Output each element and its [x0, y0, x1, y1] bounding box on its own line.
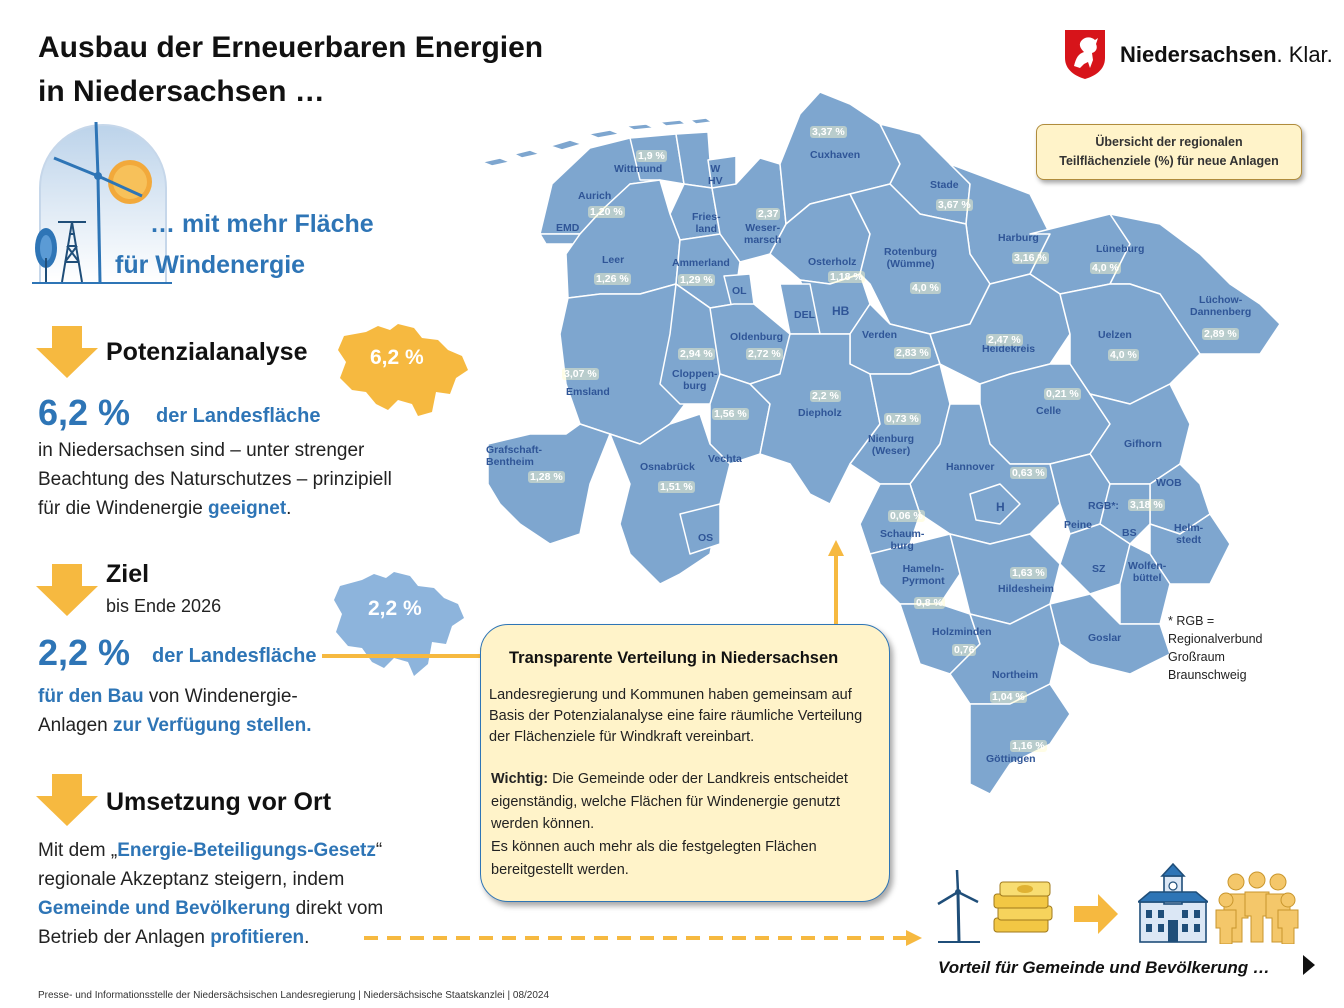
- label-os: OS: [698, 532, 714, 544]
- pct-leer: 1,26 %: [596, 273, 629, 285]
- legend-box: [1036, 124, 1302, 180]
- potenzial-highlight: geeignet: [208, 498, 287, 519]
- pct-rotenburg: 4,0 %: [912, 282, 939, 294]
- pct-holzminden: 0,76: [954, 644, 975, 656]
- vorteil-text: Vorteil für Gemeinde und Bevölkerung …: [938, 958, 1270, 977]
- info-box-p2-text: Die Gemeinde oder der Landkreis entscheidet eigenständig, welche Flächen für Windenergie genutzt werden können.: [491, 771, 848, 832]
- footer: Presse- und Informationsstelle der Niedersächsischen Landesregierung | Niedersächsische Staatskanzlei | 08/2024: [38, 990, 550, 1001]
- label-heidekreis: Heidekreis: [982, 343, 1036, 355]
- label-harburg: Harburg: [998, 232, 1039, 244]
- potenzial-text-2: Beachtung des Naturschutzes – prinzipiell: [38, 469, 392, 490]
- pct-heidekreis: 2,47 %: [988, 334, 1021, 346]
- ziel-heading: Ziel: [106, 560, 150, 588]
- ziel-highlight-1: für den Bau: [38, 686, 144, 707]
- label-emsland: Emsland: [566, 386, 610, 398]
- potenzial-text-1: in Niedersachsen sind – unter strenger: [38, 440, 365, 461]
- pct-verden: 2,83 %: [896, 347, 929, 359]
- label-friesland: Fries- land: [692, 211, 721, 235]
- label-diepholz: Diepholz: [798, 407, 842, 419]
- brand-suffix: . Klar.: [1276, 42, 1333, 67]
- island-2: [514, 150, 540, 158]
- label-northeim: Northeim: [992, 669, 1039, 681]
- info-box-wichtig: Wichtig:: [491, 771, 549, 787]
- label-emd: EMD: [556, 222, 580, 234]
- dashed-arrow-connector: [364, 928, 924, 948]
- label-oldenburg: Oldenburg: [730, 331, 784, 343]
- potenzial-text: [38, 436, 458, 523]
- legend-line-2: Teilflächenziele (%) für neue Anlagen: [1059, 154, 1279, 168]
- label-bs: BS: [1122, 527, 1137, 539]
- page-title: [38, 26, 543, 114]
- potenzial-text-3: [38, 494, 458, 523]
- pct-harburg: 3,16 %: [1014, 252, 1047, 264]
- potenzial-heading: Potenzialanalyse: [106, 338, 308, 366]
- umsetzung-l4-pre: Betrieb der Anlagen: [38, 927, 211, 948]
- potenzial-pct-label: der Landesfläche: [156, 405, 321, 427]
- pct-ammerland: 1,29 %: [680, 274, 713, 286]
- pct-cloppenburg: 2,94 %: [680, 348, 713, 360]
- subtitle-line-1: … mit mehr Fläche: [150, 210, 374, 238]
- pct-schaumburg: 0,06 %: [890, 510, 923, 522]
- island-6: [660, 120, 686, 126]
- umsetzung-community-highlight: Gemeinde und Bevölkerung: [38, 898, 291, 919]
- pct-grafschaft: 1,28 %: [530, 471, 563, 483]
- island-5: [626, 124, 654, 130]
- label-gifhorn: Gifhorn: [1124, 438, 1162, 450]
- info-box-p3: Es können auch mehr als die festgelegten Flächen bereitgestellt werden.: [491, 839, 817, 878]
- rgb-note-1: * RGB =: [1168, 614, 1215, 628]
- label-cloppenburg: Cloppen- burg: [672, 368, 718, 392]
- label-rgb: RGB*:: [1088, 500, 1119, 512]
- arrow-down-icon: [36, 326, 98, 378]
- label-osnabrueck: Osnabrück: [640, 461, 695, 473]
- info-box: [480, 624, 890, 902]
- pct-celle: 0,21 %: [1046, 388, 1079, 400]
- pct-uelzen: 4,0 %: [1110, 349, 1137, 361]
- label-hameln: Hameln- Pyrmont: [902, 563, 945, 587]
- potenzial-text-3-pre: für die Windenergie: [38, 498, 209, 519]
- ziel-text-1-post: von Windenergie-: [143, 686, 298, 707]
- label-stade: Stade: [930, 179, 959, 191]
- pct-wesermarsch: 2,37: [758, 208, 779, 220]
- pct-emsland: 3,07 %: [564, 368, 597, 380]
- label-verden: Verden: [862, 329, 898, 341]
- label-schaumburg: Schaum- burg: [880, 528, 925, 552]
- pct-hildesheim: 1,63 %: [1012, 567, 1045, 579]
- pct-aurich: 1,20 %: [590, 206, 623, 218]
- ziel-text-2: [38, 711, 368, 740]
- label-hb: HB: [832, 304, 850, 318]
- label-peine: Peine: [1064, 519, 1093, 531]
- pct-rgb: 3,18 %: [1130, 499, 1163, 511]
- pct-osterholz: 1,18 %: [830, 271, 863, 283]
- potenzial-badge: 6,2 %: [370, 346, 424, 369]
- label-vechta: Vechta: [708, 453, 742, 465]
- label-hannover: Hannover: [946, 461, 995, 473]
- region-grafschaft: [488, 424, 610, 544]
- arrow-down-icon: [36, 774, 98, 826]
- label-ammerland: Ammerland: [672, 257, 730, 269]
- umsetzung-l1-pre: Mit dem „: [38, 840, 118, 861]
- label-wob: WOB: [1156, 477, 1182, 489]
- label-helmstedt: Helm- stedt: [1174, 522, 1204, 546]
- label-wolfenbuettel: Wolfen- büttel: [1128, 560, 1167, 584]
- umsetzung-l1-post: “: [375, 840, 383, 861]
- pct-nienburg: 0,73 %: [886, 413, 919, 425]
- info-box-p1: Landesregierung und Kommunen haben gemeinsam auf Basis der Potenzialanalyse eine faire räumliche Verteilung der Flächenziele für Windkraft vereinbart.: [489, 687, 863, 745]
- arrow-up-connector: [826, 540, 846, 630]
- title-line-1: Ausbau der Erneuerbaren Energien: [38, 31, 544, 64]
- horse-logo-icon: [1062, 28, 1108, 80]
- label-hildesheim: Hildesheim: [998, 583, 1055, 595]
- potenzial-pct: 6,2 %: [38, 392, 131, 433]
- pct-northeim: 1,04 %: [992, 691, 1025, 703]
- brand-logo: [1120, 42, 1333, 68]
- label-grafschaft: Grafschaft- Bentheim: [486, 444, 543, 468]
- umsetzung-line-3: [38, 894, 458, 923]
- title-line-2: in Niedersachsen …: [38, 75, 325, 108]
- ziel-text: [38, 682, 368, 740]
- pct-luechow: 2,89 %: [1204, 328, 1237, 340]
- ziel-text-1: [38, 682, 368, 711]
- pct-wittmund: 1,9 %: [638, 150, 665, 162]
- wind-turbine-icon: [934, 868, 982, 944]
- people-group-icon: [1214, 870, 1300, 944]
- ziel-pct-label: der Landesfläche: [152, 645, 317, 667]
- play-icon[interactable]: [1302, 954, 1316, 976]
- potenzial-text-3-post: .: [286, 498, 292, 519]
- ziel-sub: bis Ende 2026: [106, 596, 222, 616]
- label-aurich: Aurich: [578, 190, 612, 202]
- ziel-pct: 2,2 %: [38, 632, 131, 673]
- brand-name: Niedersachsen: [1120, 42, 1277, 67]
- arrow-right-icon: [1074, 894, 1118, 934]
- label-lueneburg: Lüneburg: [1096, 243, 1145, 255]
- label-osterholz: Osterholz: [808, 256, 857, 268]
- umsetzung-line-2: regionale Akzeptanz steigern, indem: [38, 869, 345, 890]
- pct-osnabrueck: 1,51 %: [660, 481, 693, 493]
- label-luechow: Lüchow- Dannenberg: [1190, 294, 1252, 318]
- label-goslar: Goslar: [1088, 632, 1122, 644]
- ziel-badge: 2,2 %: [368, 597, 422, 620]
- town-hall-icon: [1138, 862, 1208, 944]
- label-goettingen: Göttingen: [986, 753, 1036, 765]
- label-holzminden: Holzminden: [932, 626, 992, 638]
- label-ol: OL: [732, 285, 747, 297]
- label-wittmund: Wittmund: [614, 163, 663, 175]
- label-nienburg: Nienburg (Weser): [868, 433, 915, 457]
- island-4: [588, 130, 620, 138]
- island-1: [482, 158, 510, 166]
- label-celle: Celle: [1036, 405, 1062, 417]
- ziel-text-2-pre: Anlagen: [38, 715, 114, 736]
- label-whv: W HV: [708, 163, 723, 187]
- pct-oldenburg: 2,72 %: [748, 348, 781, 360]
- island-3: [550, 140, 582, 150]
- label-del: DEL: [794, 309, 815, 321]
- pct-hameln: 0,8 %: [916, 597, 943, 609]
- subtitle-line-2: für Windenergie: [115, 251, 306, 279]
- label-h: H: [996, 500, 1005, 514]
- info-box-title: Transparente Verteilung in Niedersachsen: [509, 649, 839, 667]
- arrow-down-icon: [36, 564, 98, 616]
- pct-diepholz: 2,2 %: [812, 390, 839, 402]
- pct-cuxhaven: 3,37 %: [812, 126, 845, 138]
- niedersachsen-orange-icon: [336, 322, 472, 418]
- label-uelzen: Uelzen: [1098, 329, 1132, 341]
- umsetzung-l3-post: direkt vom: [290, 898, 384, 919]
- pct-vechta: 1,56 %: [714, 408, 747, 420]
- label-cuxhaven: Cuxhaven: [810, 149, 861, 161]
- rgb-note-4: Braunschweig: [1168, 668, 1247, 682]
- pct-lueneburg: 4,0 %: [1092, 262, 1119, 274]
- info-box-p2: [491, 768, 871, 836]
- label-rotenburg: Rotenburg (Wümme): [884, 246, 938, 270]
- rgb-note-2: Regionalverbund: [1168, 632, 1263, 646]
- region-oldenburg: [710, 304, 790, 384]
- umsetzung-heading: Umsetzung vor Ort: [106, 788, 332, 816]
- legend-line-1: Übersicht der regionalen: [1095, 135, 1243, 149]
- umsetzung-profit-highlight: profitieren: [210, 927, 305, 948]
- label-leer: Leer: [602, 254, 625, 266]
- rgb-note: [1168, 612, 1263, 684]
- label-wesermarsch: Weser- marsch: [744, 222, 782, 246]
- pct-goettingen: 1,16 %: [1012, 740, 1045, 752]
- pct-hannover: 0,63 %: [1012, 467, 1045, 479]
- umsetzung-line-1: [38, 836, 458, 865]
- ziel-highlight-2: zur Verfügung stellen.: [113, 715, 312, 736]
- umsetzung-law-highlight: Energie-Beteiligungs-Gesetz: [117, 840, 376, 861]
- pct-stade: 3,67 %: [938, 199, 971, 211]
- umsetzung-l4-post: .: [304, 927, 310, 948]
- rgb-note-3: Großraum: [1168, 650, 1225, 664]
- label-sz: SZ: [1092, 563, 1106, 575]
- island-7: [690, 118, 712, 124]
- money-stack-icon: [990, 878, 1056, 940]
